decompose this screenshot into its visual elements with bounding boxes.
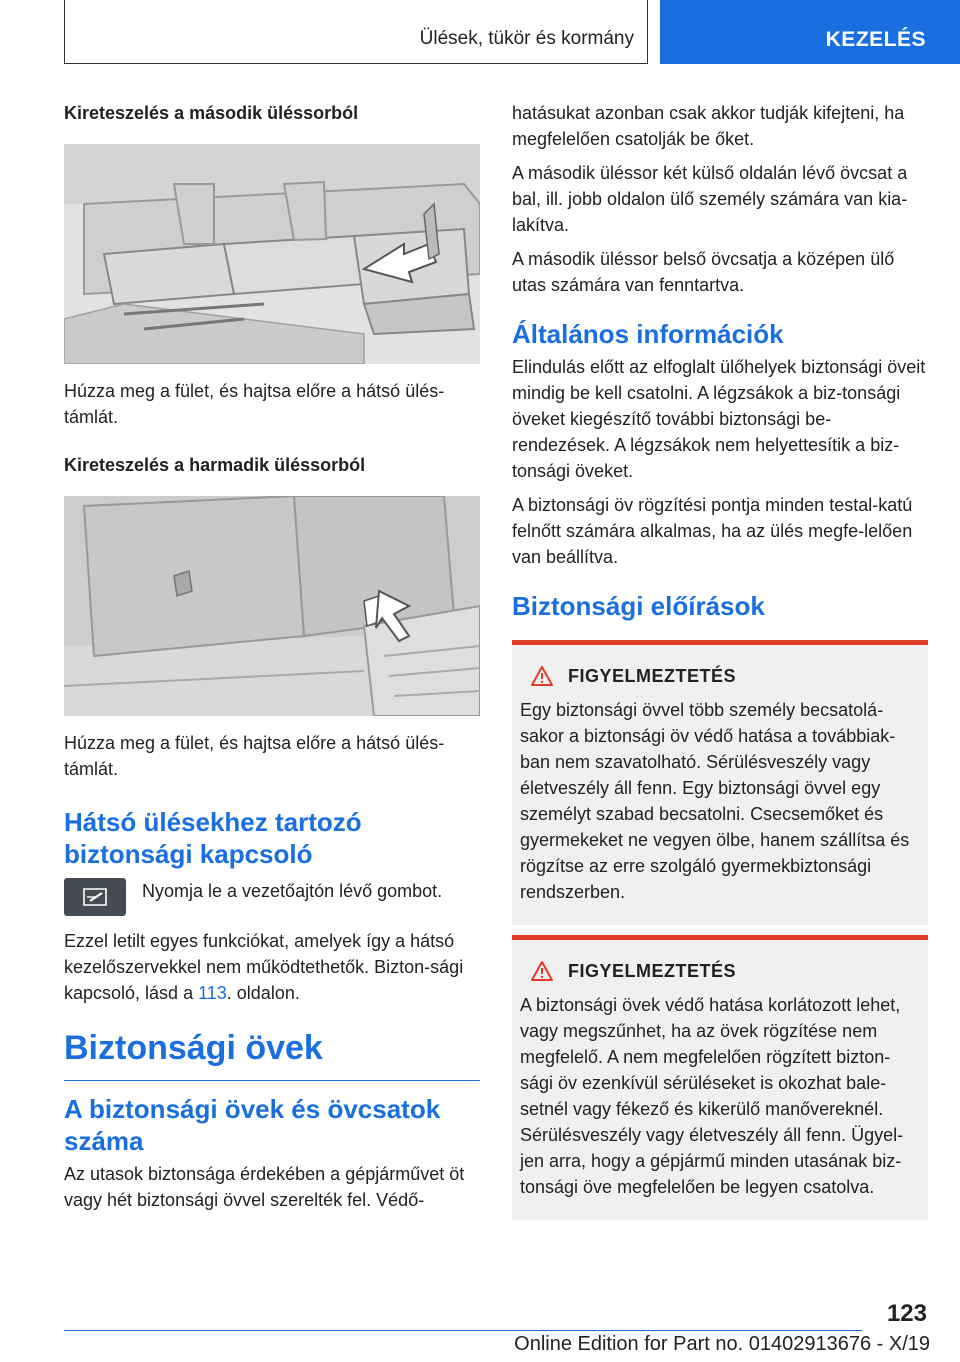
right-paragraph-4: Elindulás előtt az elfoglalt ülőhelyek biztonsági öveit mindig be kell csatolni. A légzsákok a biz-tonsági öveket kiegészítő további biztonsági be-rendezések. A légzsákok nem helyettesítik a biz-tonsági öveket. [512, 357, 926, 481]
right-paragraph-1: hatásukat azonban csak akkor tudják kifejteni, ha megfelelően csatolják be őket. [512, 103, 905, 149]
warning-triangle-icon [530, 960, 554, 982]
right-paragraph-2: A második üléssor két külső oldalán lévő övcsat a bal, ill. jobb oldalon ülő személy számára van kia-lakítva. [512, 163, 908, 235]
header-section-title: Ülések, tükör és kormány [419, 28, 634, 49]
heading-seat-belts: Biztonsági övek [64, 1028, 480, 1081]
warning-title-1: FIGYELMEZTETÉS [568, 665, 737, 686]
right-column [512, 100, 928, 1230]
warning-title-2: FIGYELMEZTETÉS [568, 960, 737, 981]
warning-box-2 [512, 935, 928, 1220]
heading-belt-count: A biztonsági övek és övcsatok száma [64, 1094, 441, 1156]
warning-text-1: Egy biztonsági övvel több személy becsatolá-sakor a biztonsági öv védő hatása a továbbiak-ban nem szavatolható. Sérülésveszély vagy életveszély áll fenn. Egy biztonsági övvel egy személyt szabad becsatolni. Csecsemőket és gyermekeket ne vegyen ölbe, hanem szállítsa és rögzítse az erre szolgáló gyermekbiztonsági rendszerben. [520, 700, 910, 902]
second-row-seat-photo [64, 144, 480, 364]
footer-divider [64, 1330, 862, 1331]
page-reference-link[interactable]: 113 [198, 983, 227, 1003]
page-number: 123 [886, 1300, 927, 1327]
safety-switch-paragraph [64, 928, 480, 1006]
safety-switch-row [64, 878, 480, 916]
safety-switch-text: Nyomja le a vezetőajtón lévő gombot. [142, 881, 443, 901]
third-row-seat-photo [64, 496, 480, 716]
left-column [64, 100, 480, 1221]
warning-head-1 [520, 665, 920, 687]
safety-switch-paragraph-b: . oldalon. [226, 983, 300, 1003]
right-paragraph-5: A biztonsági öv rögzítési pontja minden testal-katú felnőtt számára alkalmas, ha az ülés megfe-lelően van beállítva. [512, 495, 913, 567]
child-lock-switch-icon [64, 878, 126, 916]
warning-head-2 [520, 960, 920, 982]
heading-general-info: Általános információk [512, 319, 784, 349]
warning-triangle-icon [530, 665, 554, 687]
subheading-second-row: Kireteszelés a második üléssorból [64, 103, 359, 123]
caption-second-row: Húzza meg a fület, és hajtsa előre a hátsó ülés-támlát. [64, 381, 445, 427]
right-paragraph-3: A második üléssor belső övcsatja a középen ülő utas számára van fenntartva. [512, 249, 895, 295]
header-chapter-tab[interactable] [660, 0, 960, 64]
heading-safety-switch: Hátsó ülésekhez tartozó biztonsági kapcsoló [64, 807, 362, 869]
belt-count-paragraph: Az utasok biztonsága érdekében a gépjárművet öt vagy hét biztonsági övvel szerelték fel. Védő- [64, 1164, 465, 1210]
heading-safety-rules: Biztonsági előírások [512, 591, 765, 621]
warning-text-2: A biztonsági övek védő hatása korlátozott lehet, vagy megszűnhet, ha az övek rögzítése nem megfelelő. A nem megfelelően rögzített bizton-sági öv ezenkívül sérüléseket is okozhat bale-setnél vagy fékező és kikerülő manővereknél. Sérülésveszély vagy életveszély áll fenn. Ügyel-jen arra, hogy a gépjármű minden utasának biz-tonsági öve megfelelően be legyen csatolva. [520, 995, 904, 1197]
warning-box-1 [512, 640, 928, 925]
footer-edition: Online Edition for Part no. 01402913676 - X/19 [514, 1333, 930, 1355]
safety-switch-paragraph-a: Ezzel letilt egyes funkciókat, amelyek így a hátsó kezelőszervekkel nem működtethetők. Bizton-sági kapcsoló, lásd a [64, 931, 464, 1003]
subheading-third-row: Kireteszelés a harmadik üléssorból [64, 455, 366, 475]
caption-third-row: Húzza meg a fület, és hajtsa előre a hátsó ülés-támlát. [64, 733, 445, 779]
header-chapter-label: KEZELÉS [825, 28, 926, 51]
